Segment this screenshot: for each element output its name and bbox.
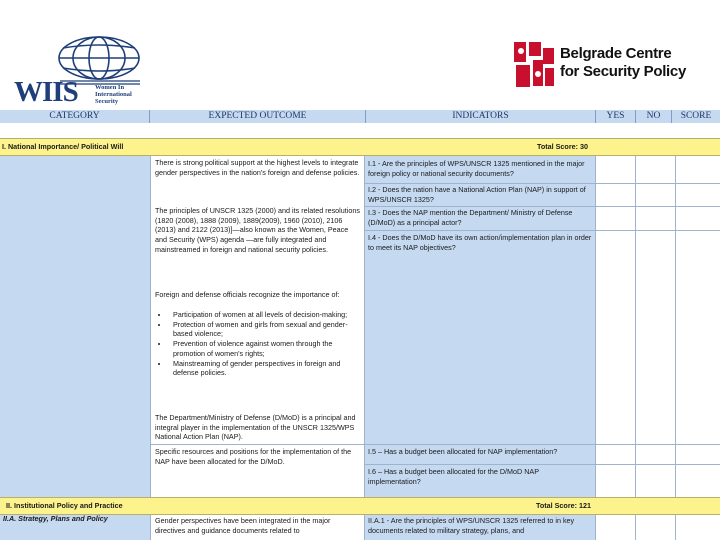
grid-line	[595, 156, 596, 497]
section-1-outcome-p1: There is strong political support at the highest levels to integrate gender perspectives in the nation's foreign and defense policies.	[155, 158, 360, 177]
wiis-acronym: WIIS	[14, 76, 78, 108]
grid-line	[150, 515, 151, 540]
indicator-i5: I.5 – Has a budget been allocated for NAP implementation?	[368, 447, 558, 456]
indicator-ii-a1: II.A.1 - Are the principles of WPS/UNSCR 1325 referred to in key documents related to military strategy, plans, and	[368, 516, 575, 535]
grid-line	[675, 156, 676, 497]
header-score: SCORE	[680, 111, 712, 121]
section-1-total-score: Total Score: 30	[537, 142, 588, 151]
wiis-line1: Women In	[95, 84, 125, 91]
list-item: • Prevention of violence against women through the promotion of women's rights;	[169, 339, 361, 358]
section-1-category-cell	[0, 156, 150, 497]
grid-line	[635, 156, 636, 497]
section-2-subcategory: II.A. Strategy, Plans and Policy	[3, 514, 108, 523]
section-1-outcome-p5: Specific resources and positions for the implementation of the NAP have been allocated for the D/MoD.	[155, 447, 352, 466]
section-1-outcome-p2: The principles of UNSCR 1325 (2000) and its related resolutions (1820 (2008), 1888 (2009), 1889(2009), 1960 (2010), 2106 (2013) and 2122 (2013)]—also known as the Women, Peace and Security (WPS) agenda —are fully integrated and mainstreamed in foreign and national security policies.	[155, 206, 360, 254]
grid-line	[150, 156, 151, 497]
header-category: CATEGORY	[0, 110, 150, 123]
indicator-i4: I.4 - Does the D/MoD have its own action/implementation plan in order to meet its NAP objectives?	[368, 233, 592, 252]
section-1-title: I. National Importance/ Political Will	[2, 142, 124, 151]
header-no: NO	[636, 110, 672, 123]
grid-line	[595, 515, 596, 540]
indicator-i6: I.6 – Has a budget been allocated for the D/MoD NAP implementation?	[368, 467, 539, 486]
bcsp-emblem-icon	[512, 40, 556, 90]
section-2-title: II. Institutional Policy and Practice	[6, 501, 123, 510]
section-1-bullet-list	[155, 310, 361, 378]
indicator-i3: I.3 - Does the NAP mention the Department/ Ministry of Defense (D/MoD) as a principal actor?	[368, 208, 573, 227]
grid-line	[635, 515, 636, 540]
row-line	[365, 464, 720, 465]
wiis-logo	[14, 36, 144, 108]
indicator-i2: I.2 - Does the nation have a National Action Plan (NAP) in support of WPS/UNSCR 1325?	[368, 185, 586, 204]
row-line	[365, 230, 720, 231]
header-yes: YES	[596, 110, 636, 123]
list-item: • Participation of women at all levels of decision-making;	[169, 310, 361, 320]
wiis-line3: Security	[95, 98, 119, 105]
section-2-band	[0, 497, 720, 515]
bcsp-line2: for Security Policy	[560, 63, 687, 80]
header-expected-outcome: EXPECTED OUTCOME	[150, 110, 366, 123]
grid-line	[364, 156, 365, 497]
list-item: • Mainstreaming of gender perspectives in foreign and defense policies.	[169, 359, 361, 378]
row-line	[365, 183, 720, 184]
section-1-outcome-p3: Foreign and defense officials recognize the importance of:	[155, 290, 340, 299]
list-item: • Protection of women and girls from sexual and gender-based violence;	[169, 320, 361, 339]
section-2-outcome-p1: Gender perspectives have been integrated in the major directives and guidance documents related to	[155, 516, 331, 535]
section-2-total-score: Total Score: 121	[536, 501, 591, 510]
row-line	[365, 206, 720, 207]
indicator-i1: I.1 - Are the principles of WPS/UNSCR 1325 mentioned in the major foreign policy or national security documents?	[368, 159, 585, 178]
wiis-line2: International	[95, 91, 132, 98]
header-indicators: INDICATORS	[366, 110, 596, 123]
section-1-band	[0, 138, 720, 156]
grid-line	[675, 515, 676, 540]
grid-line	[364, 515, 365, 540]
bcsp-logo	[510, 36, 704, 92]
section-1-outcome-p4: The Department/Ministry of Defense (D/MoD) is a principal and integral player in the implementation of the UNSCR 1325/WPS National Action Plan (NAP).	[155, 413, 356, 442]
bcsp-line1: Belgrade Centre	[560, 45, 672, 62]
row-line	[151, 444, 720, 445]
